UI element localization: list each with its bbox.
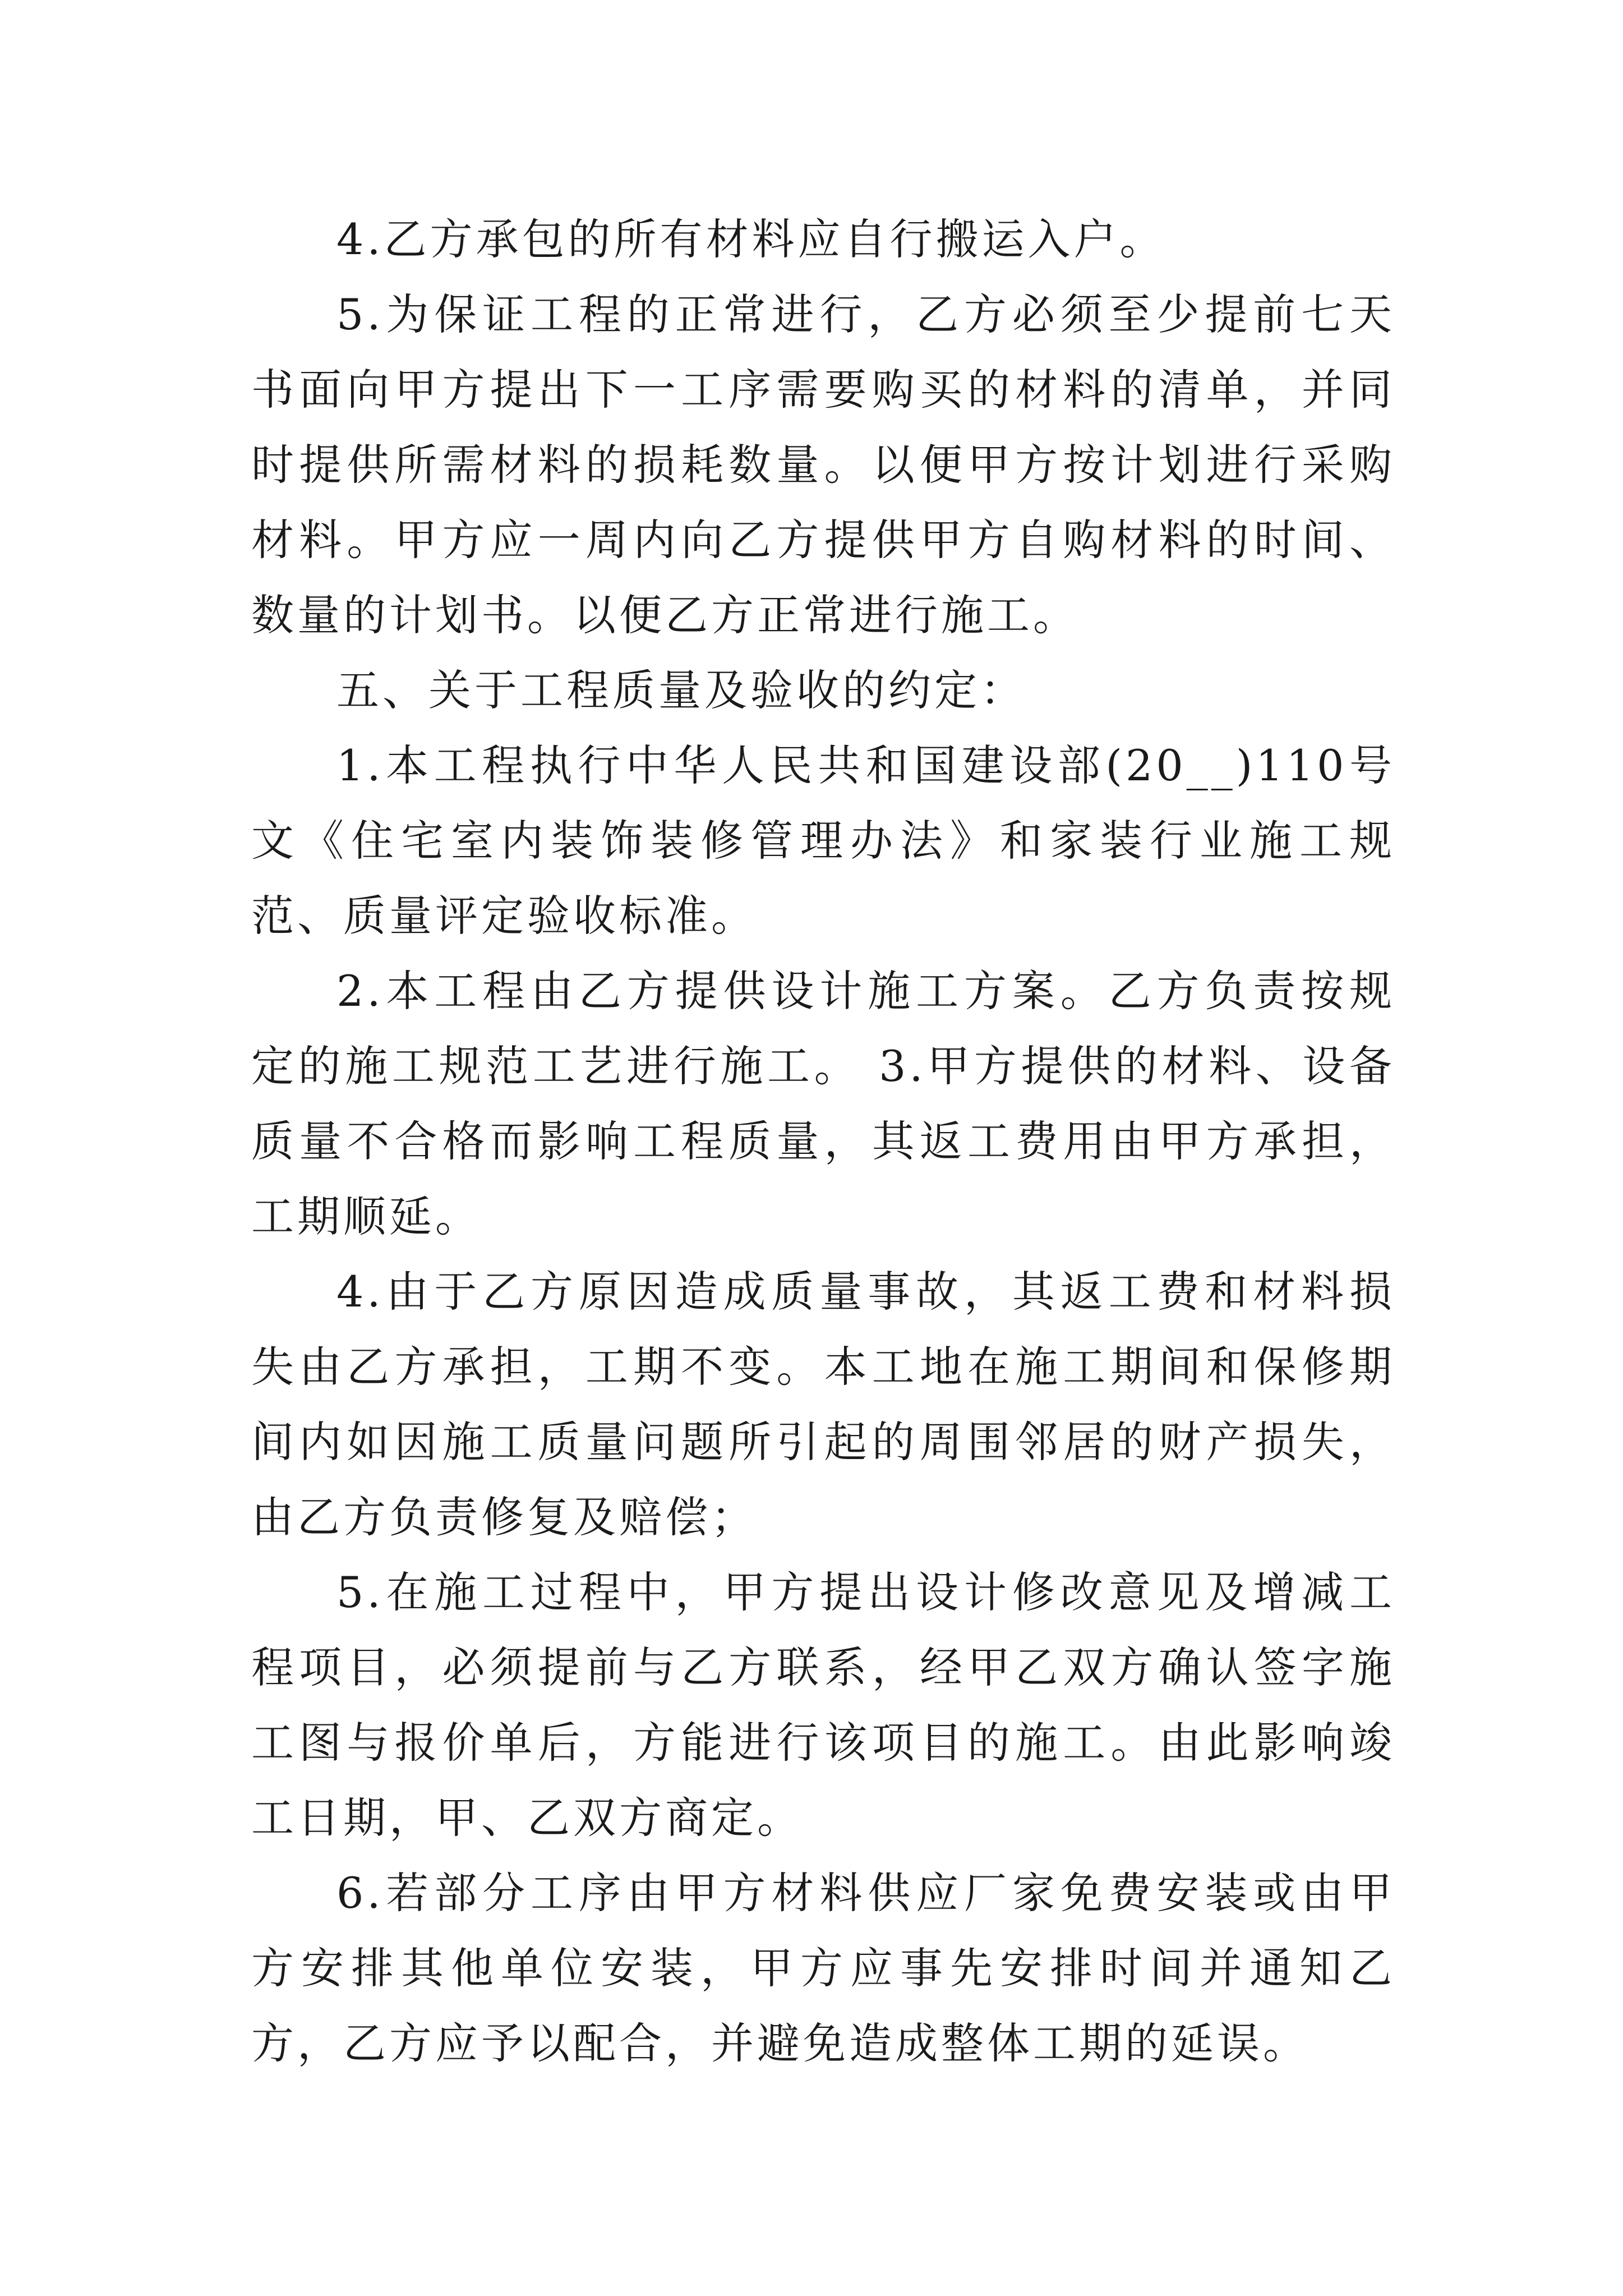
paragraph-quality-clause-2-3: 2.本工程由乙方提供设计施工方案。乙方负责按规定的施工规范工艺进行施工。 3.甲方提供的材料、设备质量不合格而影响工程质量，其返工费用由甲方承担，工期顺延。	[251, 966, 1395, 1241]
section-heading-quality-acceptance: 五、关于工程质量及验收的约定：	[336, 665, 1026, 715]
paragraph-clause-5-material-list: 5.为保证工程的正常进行，乙方必须至少提前七天书面向甲方提出下一工序需要购买的材料的清单，并同时提供所需材料的损耗数量。以便甲方按计划进行采购材料。甲方应一周内向乙方提供甲方自购材料的时间、数量的计划书。以便乙方正常进行施工。	[251, 289, 1395, 640]
paragraph-quality-clause-6: 6.若部分工序由甲方材料供应厂家免费安装或由甲方安排其他单位安装，甲方应事先安排时间并通知乙方，乙方应予以配合，并避免造成整体工期的延误。	[251, 1868, 1395, 2068]
paragraph-quality-clause-5: 5.在施工过程中，甲方提出设计修改意见及增减工程项目，必须提前与乙方联系，经甲乙双方确认签字施工图与报价单后，方能进行该项目的施工。由此影响竣工日期，甲、乙双方商定。	[251, 1567, 1395, 1843]
paragraph-quality-clause-4: 4.由于乙方原因造成质量事故，其返工费和材料损失由乙方承担，工期不变。本工地在施工期间和保修期间内如因施工质量问题所引起的周围邻居的财产损失，由乙方负责修复及赔偿；	[251, 1267, 1395, 1542]
paragraph-clause-4-materials-transport: 4.乙方承包的所有材料应自行搬运入户。	[336, 214, 1166, 264]
document-body	[251, 202, 1395, 2081]
paragraph-quality-clause-1: 1.本工程执行中华人民共和国建设部(20__)110号文《住宅室内装饰装修管理办法》和家装行业施工规范、质量评定验收标准。	[251, 740, 1395, 941]
